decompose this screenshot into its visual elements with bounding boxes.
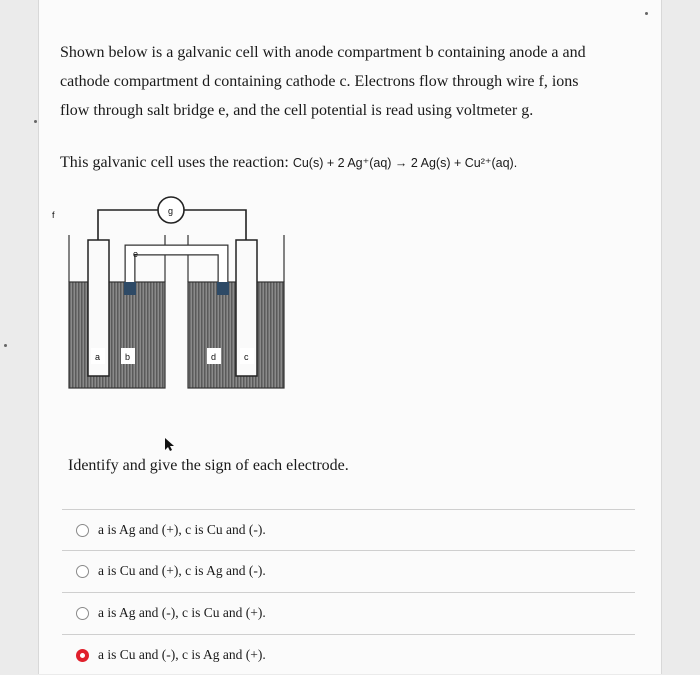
answer-option-3[interactable] <box>62 592 635 633</box>
answer-option-label: a is Ag and (-), c is Cu and (+). <box>98 605 266 620</box>
answer-option-label: a is Cu and (+), c is Ag and (-). <box>98 563 266 578</box>
mouse-pointer-icon <box>164 438 174 452</box>
label-b: b <box>125 352 131 362</box>
answer-option-1[interactable] <box>62 509 635 550</box>
radio-button-4-selected[interactable] <box>76 649 89 662</box>
wire-f-right <box>184 210 246 240</box>
salt-bridge-plug-right <box>217 282 229 295</box>
reaction-equation: Cu(s) + 2 Ag⁺(aq) → 2 Ag(s) + Cu²⁺(aq). <box>292 156 518 170</box>
label-d: d <box>211 352 217 362</box>
answer-option-4[interactable] <box>62 634 635 675</box>
wire-f <box>98 210 158 240</box>
intro-paragraph <box>60 38 640 125</box>
reaction-line <box>60 154 517 172</box>
answer-option-2[interactable] <box>62 550 635 591</box>
label-a: a <box>95 352 101 362</box>
answer-option-label: a is Cu and (-), c is Ag and (+). <box>98 647 266 662</box>
radio-button-1[interactable] <box>76 524 89 537</box>
answer-option-label: a is Ag and (+), c is Cu and (-). <box>98 522 266 537</box>
label-e: e <box>133 249 139 259</box>
radio-button-3[interactable] <box>76 607 89 620</box>
intro-line-3: flow through salt bridge e, and the cell potential is read using voltmeter g. <box>60 102 534 119</box>
intro-line-1: Shown below is a galvanic cell with anode compartment b containing anode a and <box>60 44 586 61</box>
label-f: f <box>52 210 55 220</box>
label-c: c <box>244 352 249 362</box>
intro-line-2: cathode compartment d containing cathode c. Electrons flow through wire f, ions <box>60 73 579 90</box>
scan-speck <box>645 12 648 15</box>
question-text: Identify and give the sign of each electrode. <box>68 457 349 474</box>
radio-button-2[interactable] <box>76 565 89 578</box>
galvanic-cell-diagram <box>52 190 290 395</box>
salt-bridge-plug-left <box>124 282 136 295</box>
beaker-anode-compartment <box>69 282 165 388</box>
reaction-prefix: This galvanic cell uses the reaction: <box>60 154 289 171</box>
label-g: g <box>168 206 174 216</box>
scan-speck <box>4 344 7 347</box>
scan-speck <box>34 120 37 123</box>
